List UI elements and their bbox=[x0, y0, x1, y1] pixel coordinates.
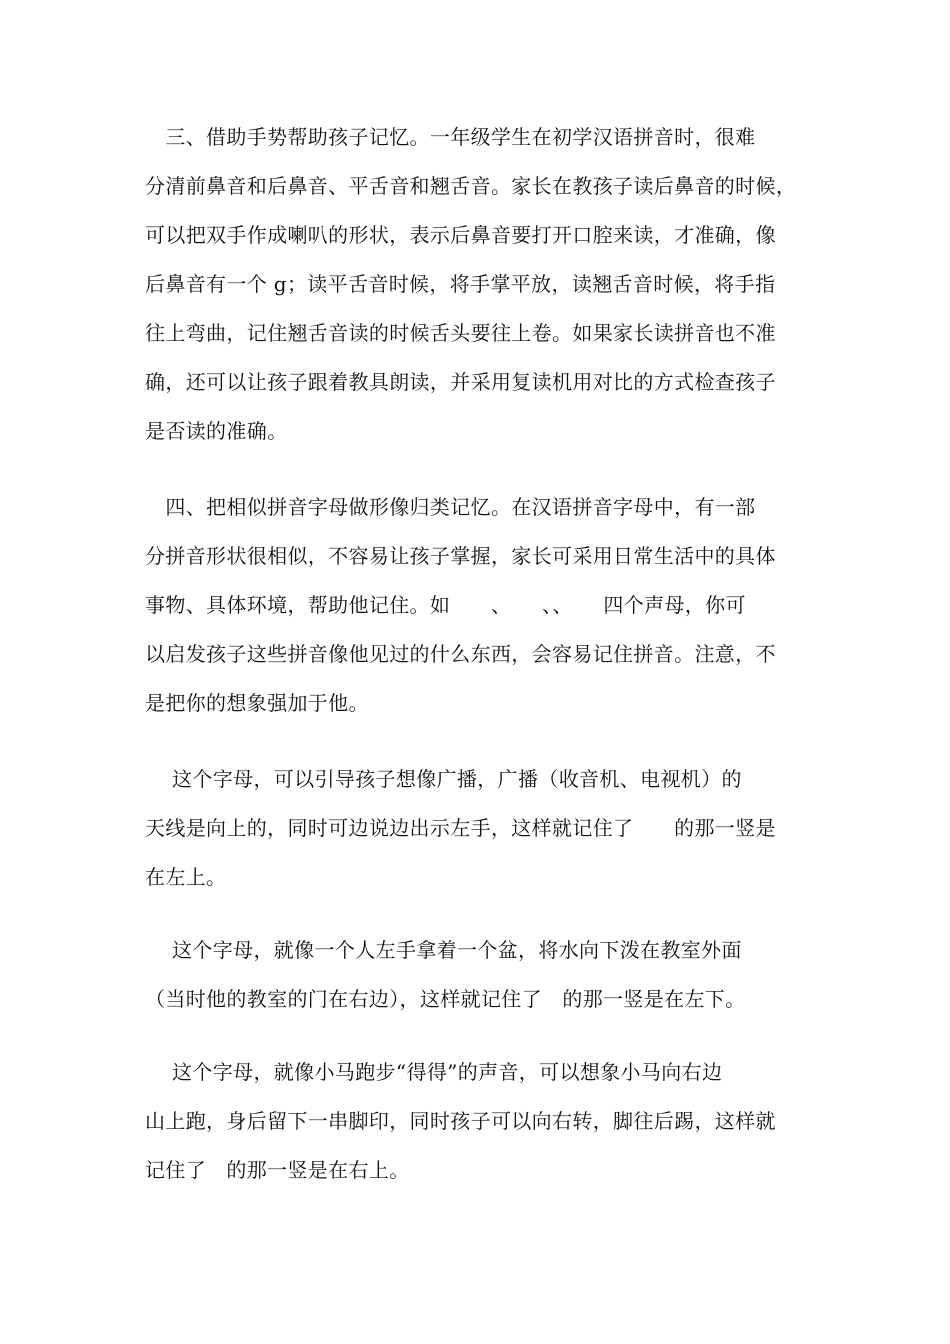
text-line: （当时他的教室的门在右边），这样就记住了 的那一竖是在左下。 bbox=[145, 987, 746, 1011]
text-line: 是否读的准确。 bbox=[145, 419, 288, 443]
text-line: 确，还可以让孩子跟着教具朗读，并采用复读机用对比的方式检查孩子 bbox=[145, 370, 776, 394]
text-line: 可以把双手作成喇叭的形状，表示后鼻音要打开口腔来读，才准确，像 bbox=[145, 223, 776, 247]
text-line: 天线是向上的，同时可边说边出示左手，这样就记住了 的那一竖是 bbox=[145, 816, 776, 840]
text-line: 山上跑，身后留下一串脚印，同时孩子可以向右转，脚往后踢，这样就 bbox=[145, 1109, 776, 1133]
text-line: 这个字母，可以引导孩子想像广播，广播（收音机、电视机）的 bbox=[145, 767, 742, 791]
text-line: 是把你的想象强加于他。 bbox=[145, 691, 369, 715]
text-line: 分拼音形状很相似，不容易让孩子掌握，家长可采用日常生活中的具体 bbox=[145, 544, 776, 568]
text-line: 分清前鼻音和后鼻音、平舌音和翘舌音。家长在教孩子读后鼻音的时候， bbox=[145, 174, 797, 198]
text-line: 以启发孩子这些拼音像他见过的什么东西，会容易记住拼音。注意，不 bbox=[145, 642, 776, 666]
text-line: 这个字母，就像小马跑步“得得”的声音，可以想象小马向右边 bbox=[145, 1060, 723, 1084]
text-line: 后鼻音有一个 g；读平舌音时候，将手掌平放，读翘舌音时候，将手指 bbox=[145, 272, 776, 296]
text-line: 三、借助手势帮助孩子记忆。一年级学生在初学汉语拼音时，很难 bbox=[145, 125, 756, 149]
text-line: 在左上。 bbox=[145, 865, 227, 889]
text-line: 往上弯曲，记住翘舌音读的时候舌头要往上卷。如果家长读拼音也不准 bbox=[145, 321, 776, 345]
text-line: 事物、具体环境，帮助他记住。如 、 、、 四个声母，你可 bbox=[145, 593, 746, 617]
text-line: 四、把相似拼音字母做形像归类记忆。在汉语拼音字母中，有一部 bbox=[145, 495, 756, 519]
text-line: 这个字母，就像一个人左手拿着一个盆，将水向下泼在教室外面 bbox=[145, 938, 742, 962]
text-line: 记住了 的那一竖是在右上。 bbox=[145, 1158, 410, 1182]
